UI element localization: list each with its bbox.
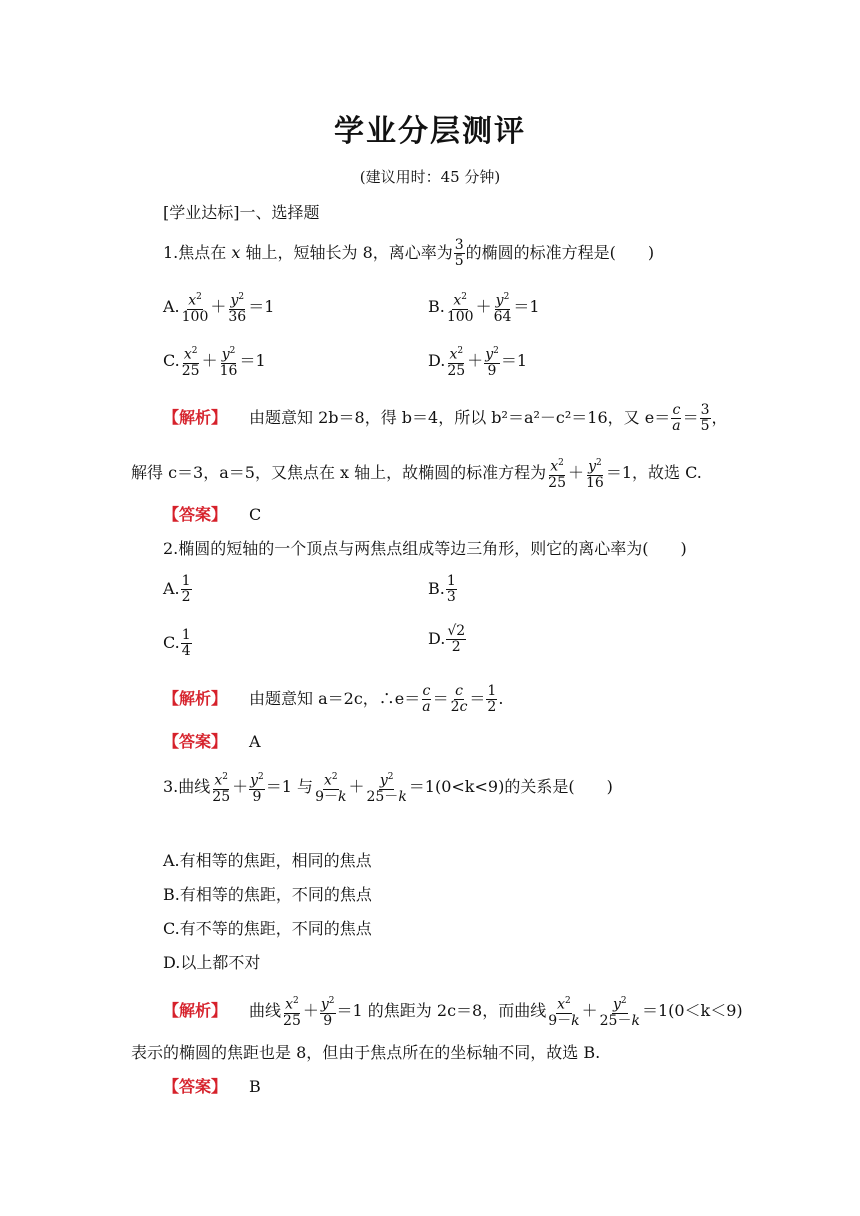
answer-tag: 【答案】 xyxy=(163,505,228,524)
page-title: 学业分层测评 xyxy=(334,114,526,149)
q3-answer: 【答案】 B xyxy=(163,1077,261,1096)
section-header: [学业达标]一、选择题 xyxy=(163,203,320,222)
q2-option-a: A. $\frac{1}{2}$ xyxy=(163,573,191,605)
q1-option-b: B. $\frac{x^2}{100}$ ＋ $\frac{y^2}{64}$ ＝1 xyxy=(428,292,540,325)
q3-option-b: B.有相等的焦距，不同的焦点 xyxy=(163,885,372,904)
q1-option-c: C. $\frac{x^2}{25}$ ＋ $\frac{y^2}{16}$ ＝1 xyxy=(163,346,266,379)
q3-analysis: 【解析】 曲线 $\frac{x^2}{25}$ ＋ $\frac{y^2}{9}$ ＝1 的焦距为 2c＝8，而曲线 $\frac{x^2}{9-k}$ ＋ $\frac{y^2}{25-k}$ ＝1(0＜k＜9) xyxy=(163,996,743,1029)
q2-option-d: D. $\frac{√2}{2}$ xyxy=(428,623,466,655)
q1-stem: 1.焦点在 x 轴上，短轴长为 8，离心率为 $\frac{3}{5}$ 的椭圆的标准方程是( ) xyxy=(163,237,655,269)
q2-option-c: C. $\frac{1}{4}$ xyxy=(163,627,191,659)
q2-answer: 【答案】 A xyxy=(163,732,261,751)
q1-answer: 【答案】 C xyxy=(163,505,262,524)
analysis-tag: 【解析】 xyxy=(163,408,228,427)
q2-option-b: B. $\frac{1}{3}$ xyxy=(428,573,456,605)
q2-analysis: 【解析】 由题意知 a＝2c，∴e＝ $\frac{c}{a}$ ＝ $\frac{c}{2c}$ ＝ $\frac{1}{2}$ . xyxy=(163,683,504,715)
q1-analysis-line2: 解得 c＝3，a＝5，又焦点在 x 轴上，故椭圆的标准方程为 $\frac{x^2}{25}$ ＋ $\frac{y^2}{16}$ ＝1，故选 C. xyxy=(131,458,702,491)
q3-stem: 3.曲线 $\frac{x^2}{25}$ ＋ $\frac{y^2}{9}$ ＝1 与 $\frac{x^2}{9-k}$ ＋ $\frac{y^2}{25-k}$ ＝1(0<k<9)的关系是( ) xyxy=(163,772,613,805)
fraction: $\frac{3}{5}$ xyxy=(454,237,464,269)
time-suggestion: (建议用时：45 分钟) xyxy=(359,168,501,186)
q3-option-c: C.有不等的焦距，不同的焦点 xyxy=(163,919,372,938)
q3-option-d: D.以上都不对 xyxy=(163,953,261,972)
q3-analysis-line2: 表示的椭圆的焦距也是 8，但由于焦点所在的坐标轴不同，故选 B. xyxy=(131,1043,601,1062)
q2-stem: 2.椭圆的短轴的一个顶点与两焦点组成等边三角形，则它的离心率为( ) xyxy=(163,539,687,558)
q3-option-a: A.有相等的焦距，相同的焦点 xyxy=(163,851,372,870)
q1-option-d: D. $\frac{x^2}{25}$ ＋ $\frac{y^2}{9}$ ＝1 xyxy=(428,346,528,379)
q1-option-a: A. $\frac{x^2}{100}$ ＋ $\frac{y^2}{36}$ ＝1 xyxy=(163,292,275,325)
q1-analysis: 【解析】 由题意知 2b＝8，得 b＝4，所以 b²＝a²－c²＝16，又 e＝ $\frac{c}{a}$ ＝ $\frac{3}{5}$ ， xyxy=(163,402,728,434)
